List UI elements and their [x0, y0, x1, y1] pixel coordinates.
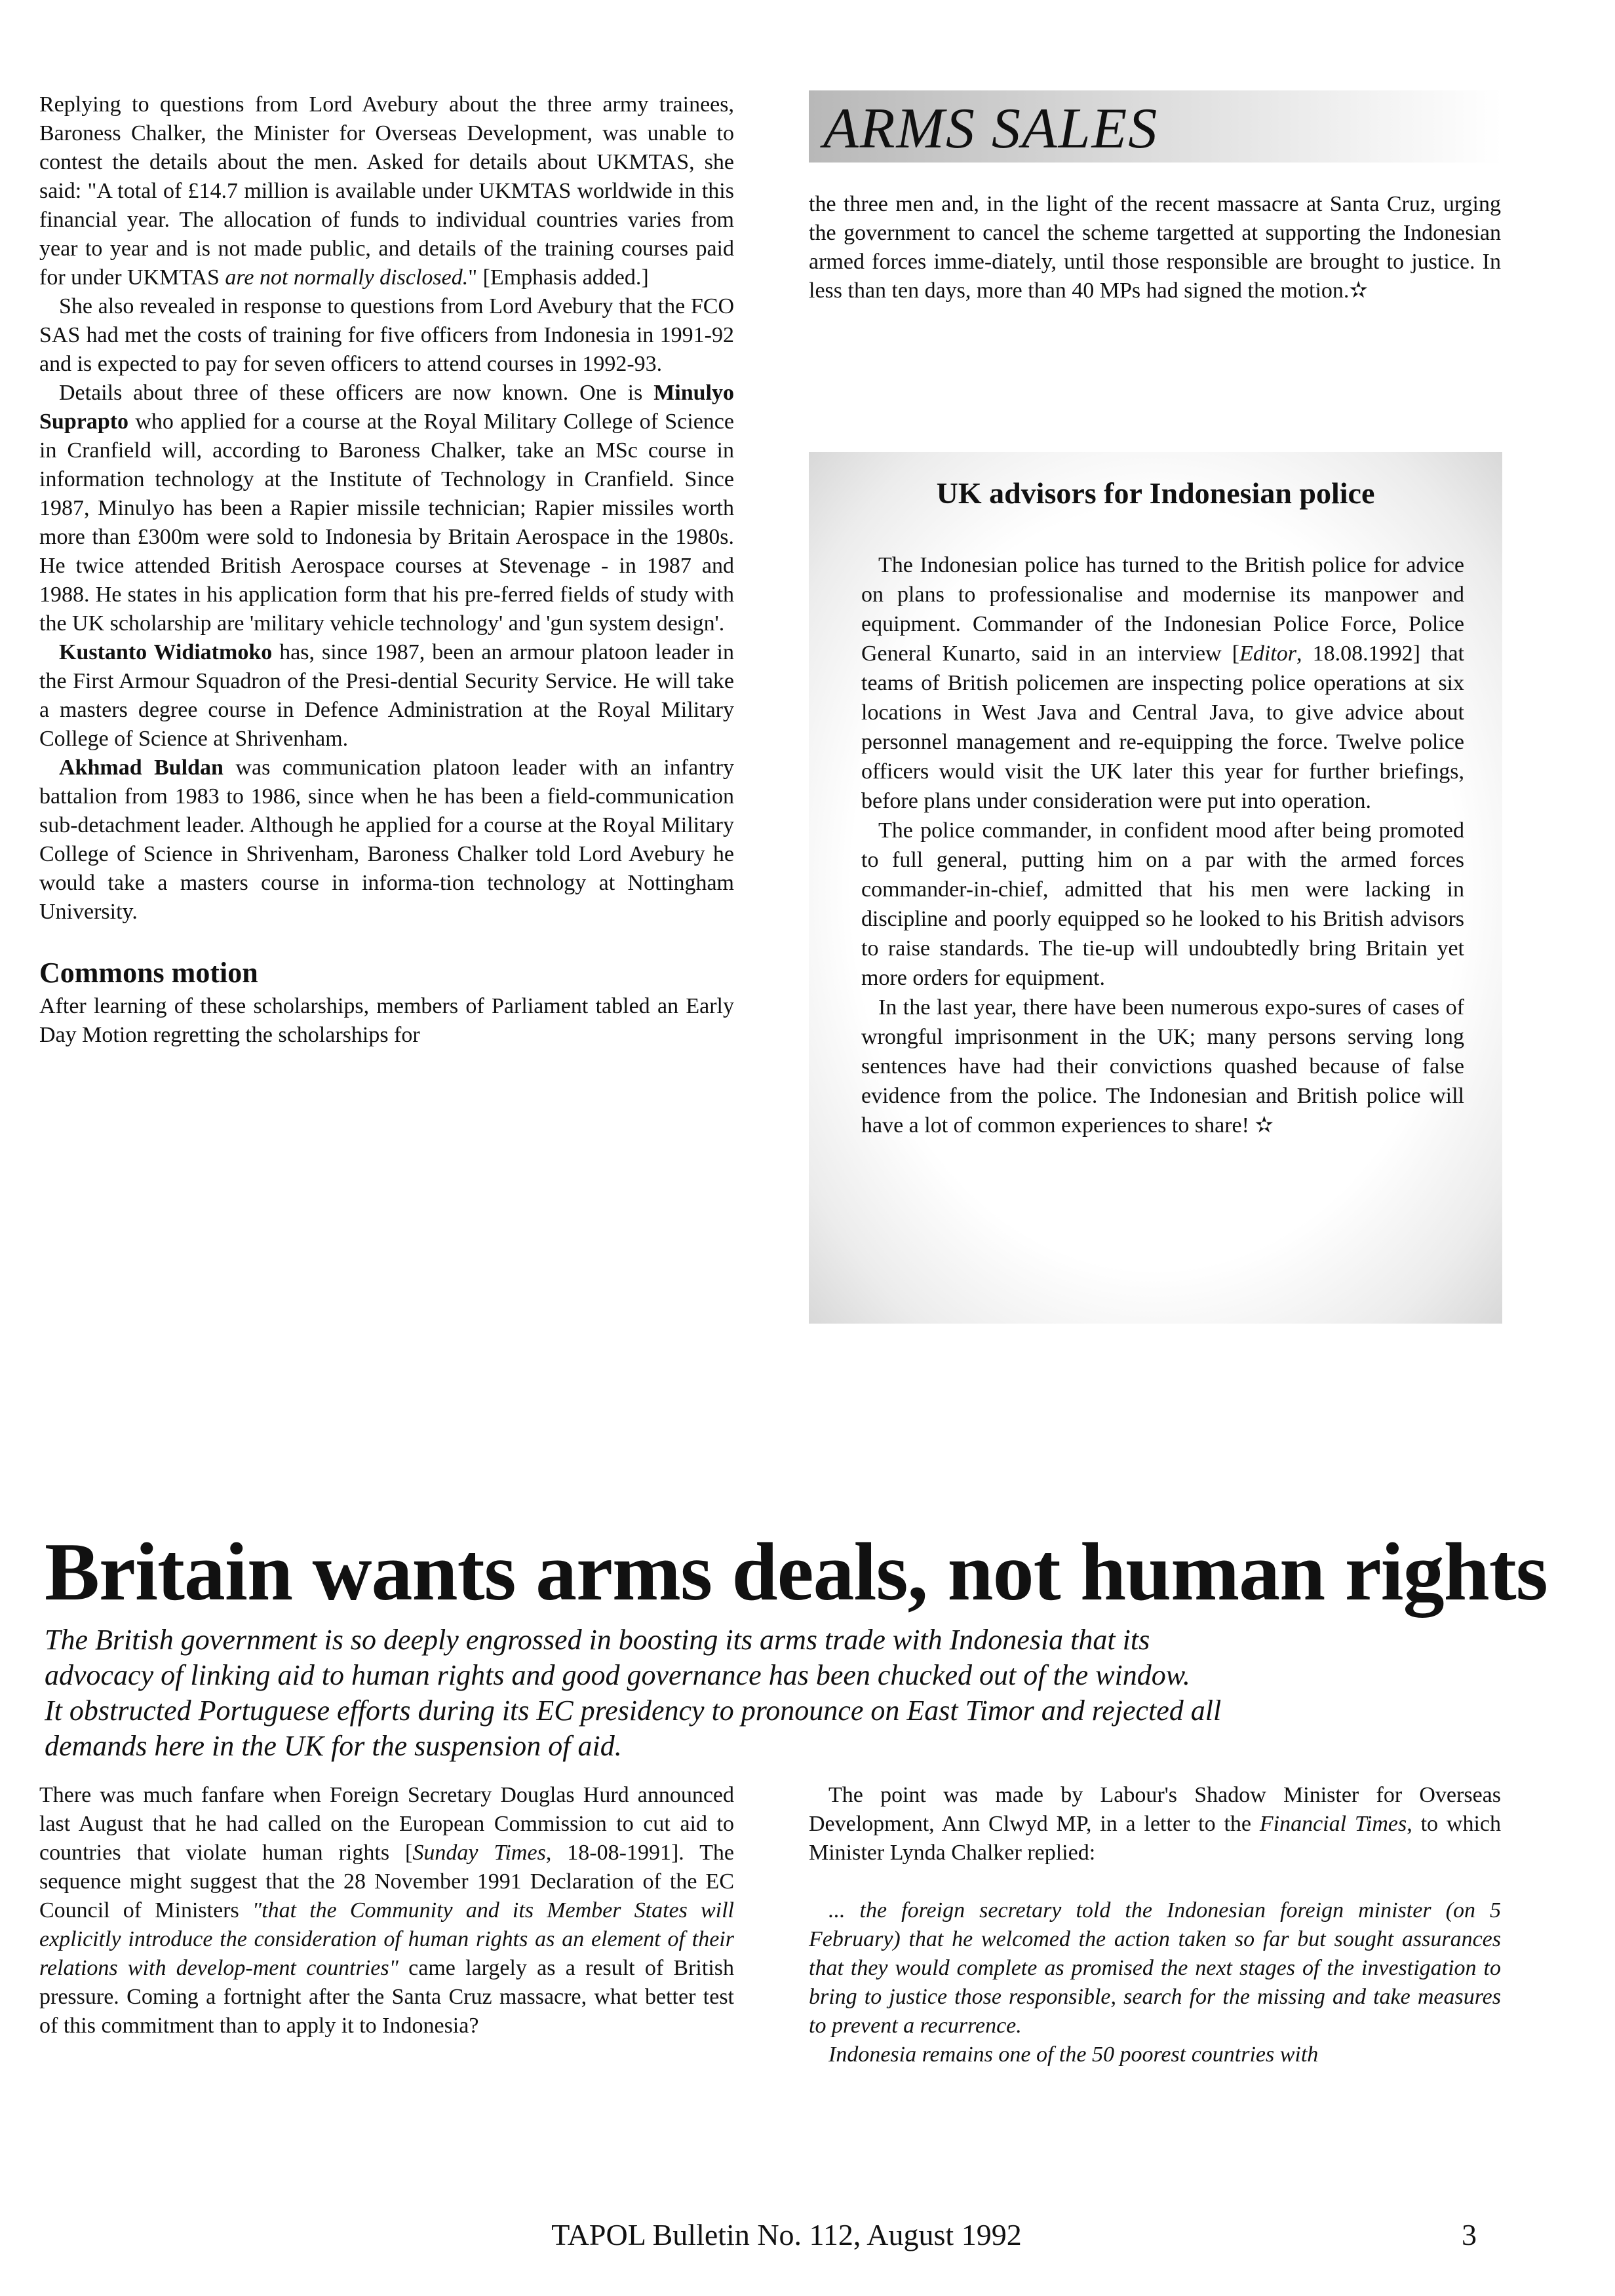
page-footer	[0, 2217, 1615, 2257]
article-headline: Britain wants arms deals, not human rights	[45, 1527, 1547, 1618]
paragraph: the three men and, in the light of the recent massacre at Santa Cruz, urging the government to cancel the scheme targetted at supporting the Indonesian armed forces imme-diately, until those responsible are brought to justice. In less than ten days, more than 40 MPs had signed the motion.✫	[809, 192, 1501, 303]
paragraph: Kustanto Widiatmoko has, since 1987, been an armour platoon leader in the First Armour Squadron of the Presi-dential Security Service. He will take a masters degree course in Defence Administration at the Royal Military College of Science at Shrivenham.	[39, 640, 734, 751]
officer-name: Kustanto Widiatmoko	[59, 640, 273, 664]
section-banner	[809, 90, 1502, 163]
end-star-icon: ✫	[1349, 278, 1368, 303]
left-column-bottom	[39, 1781, 734, 2040]
paragraph: Replying to questions from Lord Avebury about the three army trainees, Baroness Chalker, the Minister for Overseas Development, was unable to contest the details about the men. Asked for details about UKMTAS, she said: "A total of £14.7 million is available under UKMTAS worldwide in this financial year. The allocation of funds to individual countries varies from year to year and is not made public, and details of the training courses paid for under UKMTAS are not normally disclosed." [Emphasis added.]	[39, 92, 734, 290]
right-column-bottom	[809, 1781, 1501, 2069]
paragraph: Akhmad Buldan was communication platoon leader with an infantry battalion from 1983 to 1986, since when he has been a field-communication sub-detachment leader. Although he applied for a course at the Royal Military College of Science in Shrivenham, Baroness Chalker told Lord Avebury he would take a masters course in informa-tion technology at Nottingham University.	[39, 756, 734, 924]
box-body	[861, 550, 1464, 1140]
page-number: 3	[1462, 2218, 1477, 2251]
banner-title: ARMS SALES	[823, 97, 1159, 161]
officer-name: Minulyo Suprapto	[39, 381, 735, 434]
paragraph: After learning of these scholarships, members of Parliament tabled an Early Day Motion regretting the scholarships for	[39, 994, 734, 1047]
paragraph: The police commander, in confident mood after being promoted to full general, putting him on a par with the armed forces commander-in-chief, admitted that his men were lacking in discipline and poorly equipped so he looked to his British advisors to raise standards. The tie-up will undoubtedly bring Britain yet more orders for equipment.	[861, 818, 1464, 990]
right-column-top	[809, 190, 1501, 305]
box-title: UK advisors for Indonesian police	[936, 476, 1375, 510]
quotation	[809, 1896, 1501, 2069]
paragraph: In the last year, there have been numerous expo-sures of cases of wrongful imprisonment in the UK; many persons serving long sentences have had their convictions quashed because of false evidence from the police. The Indonesian and British police will have a lot of common experiences to share! ✫	[861, 995, 1464, 1138]
paragraph: The point was made by Labour's Shadow Minister for Overseas Development, Ann Clwyd MP, in a letter to the Financial Times, to which Minister Lynda Chalker replied:	[809, 1783, 1501, 1865]
paragraph: She also revealed in response to questions from Lord Avebury that the FCO SAS had met the costs of training for five officers from Indonesia in 1991-92 and is expected to pay for seven officers to attend courses in 1992-93.	[39, 294, 734, 376]
paragraph: The Indonesian police has turned to the British police for advice on plans to professionalise and modernise its manpower and equipment. Commander of the Indonesian Police Force, Police General Kunarto, said in an interview [Editor, 18.08.1992] that teams of British policemen are inspecting police operations at six locations in West Java and Central Java, to give advice about personnel management and re-equipping the force. Twelve police officers would visit the UK later this year for further briefings, before plans under consideration were put into operation.	[861, 553, 1464, 813]
section-heading: Commons motion	[39, 957, 258, 989]
paragraph: There was much fanfare when Foreign Secretary Douglas Hurd announced last August that he had called on the European Commission to cut aid to countries that violate human rights [Sunday Times, 18-08-1991]. The sequence might suggest that the 28 November 1991 Declaration of the EC Council of Ministers "that the Community and its Member States will explicitly introduce the consideration of human rights as an element of their relations with develop-ment countries" came largely as a result of British pressure. Coming a fortnight after the Santa Cruz massacre, what better test of this commitment than to apply it to Indonesia?	[39, 1783, 735, 2038]
end-star-icon: ✫	[1255, 1113, 1274, 1138]
article-standfirst: The British government is so deeply engrossed in boosting its arms trade with Indonesia that its advocacy of linking aid to human rights and good governance has been chucked out of the window. It obstructed Portuguese efforts during its EC presidency to pronounce on East Timor and rejected all demands here in the UK for the suspension of aid.	[45, 1624, 1222, 1762]
quote-paragraph: Indonesia remains one of the 50 poorest countries with	[828, 2042, 1319, 2067]
left-column-top	[39, 90, 734, 1050]
paragraph: Details about three of these officers are now known. One is Minulyo Suprapto who applied for a course at the Royal Military College of Science in Cranfield will, according to Baroness Chalker, take an MSc course in information technology at the Institute of Technology in Cranfield. Since 1987, Minulyo has been a Rapier missile technician; Rapier missiles worth more than £300m were sold to Indonesia by Britain Aerospace in the 1980s. He twice attended British Aerospace courses at Stevenage - in 1987 and 1988. He states in his application form that his pre-ferred fields of study with the UK scholarship are 'military vehicle technology' and 'gun system design'.	[39, 381, 735, 636]
quote-paragraph: ... the foreign secretary told the Indonesian foreign minister (on 5 February) that he welcomed the action taken so far but sought assurances that they would complete as promised the next stages of the investigation to bring to justice those responsible, search for the missing and take measures to prevent a recurrence.	[809, 1898, 1501, 2038]
officer-name: Akhmad Buldan	[59, 756, 224, 780]
sidebar-box	[809, 452, 1502, 1324]
footer-text: TAPOL Bulletin No. 112, August 1992	[551, 2218, 1022, 2251]
